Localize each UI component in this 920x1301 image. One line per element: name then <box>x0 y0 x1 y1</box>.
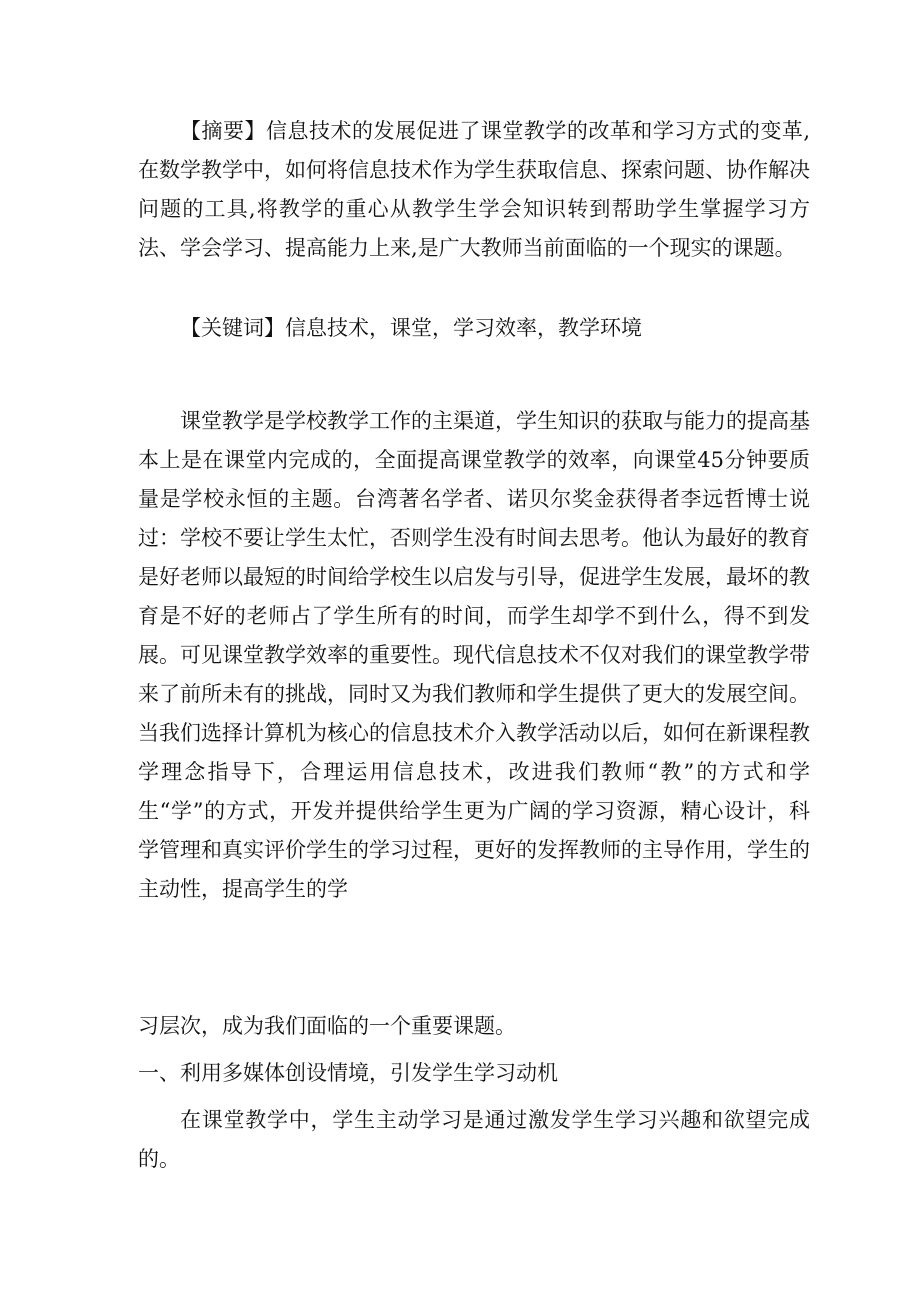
abstract-text: 信息技术的发展促进了课堂教学的改革和学习方式的变革,在数学教学中，如何将信息技术作为学生获取信息、探索问题、协作解决问题的工具,将教学的重心从教学生学会知识转到帮助学生掌握学习方法、学会学习、提高能力上来,是广大教师当前面临的一个现实的课题。 <box>138 119 810 260</box>
keywords-label: 【关键词】 <box>180 316 285 340</box>
section-heading-1: 一、利用多媒体创设情境，引发学生学习动机 <box>138 1061 558 1085</box>
abstract-label: 【摘要】 <box>180 119 266 143</box>
keywords-paragraph <box>138 309 810 348</box>
body-paragraph-intro: 课堂教学是学校教学工作的主渠道，学生知识的获取与能力的提高基本上是在课堂内完成的，全面提高课堂教学的效率，向课堂45分钟要质量是学校永恒的主题。台湾著名学者、诺贝尔奖金获得者李远哲博士说过：学校不要让学生太忙，否则学生没有时间去思考。他认为最好的教育是好老师以最短的时间给学校生以启发与引导，促进学生发展，最坏的教育是不好的老师占了学生所有的时间，而学生却学不到什么，得不到发展。可见课堂教学效率的重要性。现代信息技术不仅对我们的课堂教学带来了前所未有的挑战，同时又为我们教师和学生提供了更大的发展空间。当我们选择计算机为核心的信息技术介入教学活动以后，如何在新课程教学理念指导下，合理运用信息技术，改进我们教师“教”的方式和学生“学”的方式，开发并提供给学生更为广阔的学习资源，精心设计，科学管理和真实评价学生的学习过程，更好的发挥教师的主导作用，学生的主动性，提高学生的学 <box>138 409 810 901</box>
abstract-paragraph <box>138 112 810 268</box>
body-paragraph-section-1: 在课堂教学中，学生主动学习是通过激发学生学习兴趣和欲望完成的。 <box>138 1108 810 1171</box>
keywords-text: 信息技术，课堂，学习效率，教学环境 <box>285 316 642 340</box>
body-paragraph-intro-continued: 习层次，成为我们面临的一个重要课题。 <box>138 1014 516 1038</box>
